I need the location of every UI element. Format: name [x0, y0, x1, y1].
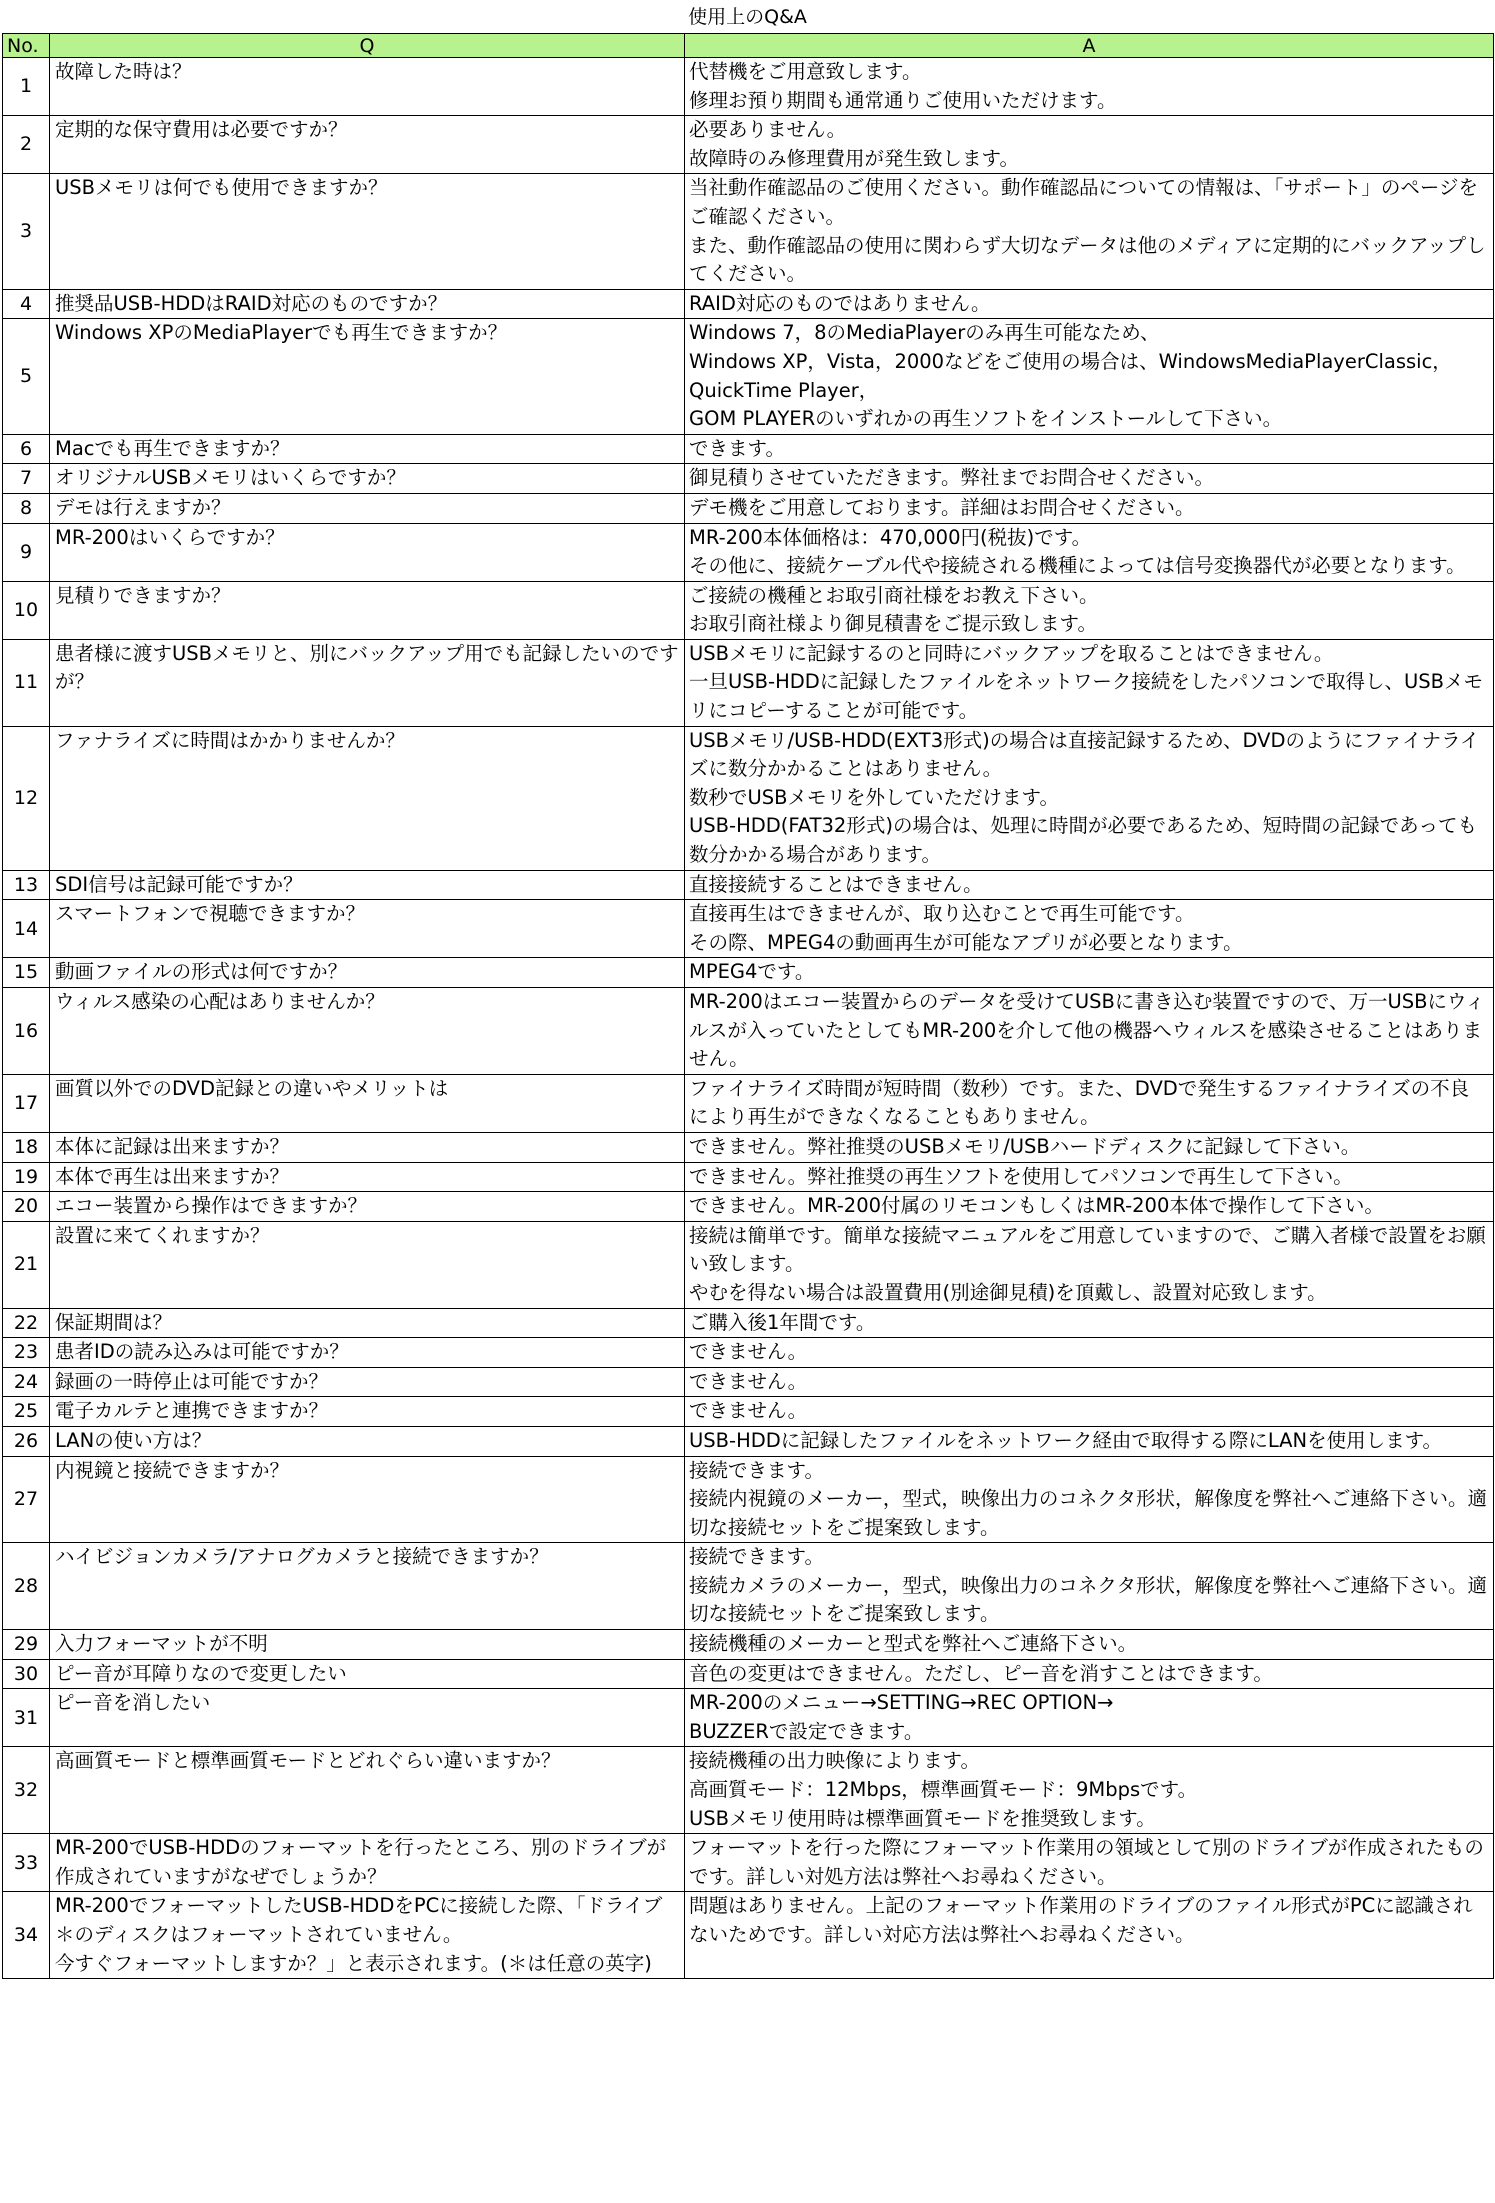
question-cell — [50, 1426, 685, 1456]
answer-text: また、動作確認品の使用に関わらず大切なデータは他のメディアに定期的にバックアップしてください。 — [689, 233, 1486, 286]
answer-text: USBメモリに記録するのと同時にバックアップを取ることはできません。 — [689, 641, 1334, 665]
question-text: Windows XPのMediaPlayerでも再生できますか？ — [55, 321, 508, 345]
row-number: 19 — [3, 1162, 50, 1192]
row-number: 4 — [3, 289, 50, 319]
question-cell — [50, 493, 685, 523]
table-row — [3, 58, 1494, 116]
table-row — [3, 581, 1494, 639]
question-cell — [50, 1689, 685, 1747]
question-cell — [50, 1074, 685, 1132]
answer-cell — [685, 434, 1494, 464]
header-row — [3, 34, 1494, 58]
answer-text: USB-HDDに記録したファイルをネットワーク経由で取得する際にLANを使用します。 — [689, 1428, 1443, 1452]
question-cell — [50, 1747, 685, 1834]
question-cell — [50, 1192, 685, 1222]
answer-cell — [685, 1456, 1494, 1543]
table-row — [3, 523, 1494, 581]
answer-cell — [685, 1367, 1494, 1397]
question-cell — [50, 1338, 685, 1368]
answer-cell — [685, 1074, 1494, 1132]
question-text: ピー音を消したい — [55, 1691, 211, 1715]
row-number: 6 — [3, 434, 50, 464]
row-number: 31 — [3, 1689, 50, 1747]
table-row — [3, 289, 1494, 319]
question-text: 推奨品USB-HDDはRAID対応のものですか？ — [55, 291, 448, 315]
answer-cell — [685, 319, 1494, 434]
answer-text: BUZZERで設定できます。 — [689, 1719, 924, 1743]
question-cell — [50, 1892, 685, 1979]
question-text: MR-200でUSB-HDDのフォーマットを行ったところ、別のドライブが作成されていますがなぜでしょうか？ — [55, 1836, 667, 1888]
answer-cell — [685, 1162, 1494, 1192]
row-number: 1 — [3, 58, 50, 116]
question-text: 録画の一時停止は可能ですか？ — [55, 1369, 329, 1393]
answer-cell — [685, 1338, 1494, 1368]
question-text: 本体に記録は出来ますか？ — [55, 1134, 290, 1158]
answer-cell — [685, 639, 1494, 726]
question-text: 電子カルテと連携できますか？ — [55, 1399, 329, 1423]
table-row — [3, 870, 1494, 900]
question-text: ウィルス感染の心配はありませんか？ — [55, 990, 385, 1013]
answer-text: 数秒でUSBメモリを外していただけます。 — [689, 785, 1059, 809]
row-number: 3 — [3, 174, 50, 289]
answer-text: できません。MR-200付属のリモコンもしくはMR-200本体で操作して下さい。 — [689, 1194, 1384, 1218]
answer-cell — [685, 1630, 1494, 1660]
row-number: 16 — [3, 988, 50, 1075]
answer-text: 接続は簡単です。簡単な接続マニュアルをご用意していますので、ご購入者様で設置をお願い致します。 — [689, 1223, 1486, 1276]
answer-text: やむを得ない場合は設置費用(別途御見積)を頂戴し、設置対応致します。 — [689, 1280, 1327, 1304]
answer-text: Windows XP，Vista，2000などをご使用の場合は、WindowsMediaPlayerClassic，QuickTime Player， — [689, 349, 1452, 402]
answer-text: 音色の変更はできません。ただし、ピー音を消すことはできます。 — [689, 1661, 1273, 1685]
question-cell — [50, 1308, 685, 1338]
answer-cell — [685, 958, 1494, 988]
question-cell — [50, 1456, 685, 1543]
answer-text: RAID対応のものではありません。 — [689, 291, 991, 315]
question-cell — [50, 434, 685, 464]
answer-text: MR-200本体価格は：470,000円(税抜)です。 — [689, 525, 1092, 549]
question-text: 定期的な保守費用は必要ですか？ — [55, 118, 348, 142]
question-text: LANの使い方は？ — [55, 1428, 212, 1452]
question-text: 患者様に渡すUSBメモリと、別にバックアップ用でも記録したいのですが？ — [55, 641, 679, 694]
question-text: 高画質モードと標準画質モードとどれぐらい違いますか？ — [55, 1749, 561, 1773]
row-number: 7 — [3, 464, 50, 494]
answer-text: その際、MPEG4の動画再生が可能なアプリが必要となります。 — [689, 930, 1243, 954]
answer-text: できません。 — [689, 1369, 808, 1393]
table-row — [3, 1630, 1494, 1660]
answer-cell — [685, 726, 1494, 870]
answer-text: その他に、接続ケーブル代や接続される機種によっては信号変換器代が必要となります。 — [689, 554, 1466, 578]
question-text: エコー装置から操作はできますか？ — [55, 1194, 368, 1218]
answer-text: USB-HDD(FAT32形式)の場合は、処理に時間が必要であるため、短時間の記録であっても数分かかる場合があります。 — [689, 814, 1477, 867]
table-row — [3, 116, 1494, 174]
row-number: 34 — [3, 1892, 50, 1979]
question-cell — [50, 870, 685, 900]
answer-text: MR-200のメニュー→SETTING→REC OPTION→ — [689, 1691, 1114, 1715]
answer-cell — [685, 1308, 1494, 1338]
question-cell — [50, 174, 685, 289]
header-q: Q — [50, 34, 685, 58]
answer-cell — [685, 1747, 1494, 1834]
answer-cell — [685, 581, 1494, 639]
question-cell — [50, 988, 685, 1075]
question-text: オリジナルUSBメモリはいくらですか？ — [55, 466, 406, 490]
row-number: 24 — [3, 1367, 50, 1397]
row-number: 18 — [3, 1132, 50, 1162]
row-number: 9 — [3, 523, 50, 581]
row-number: 21 — [3, 1221, 50, 1308]
answer-cell — [685, 174, 1494, 289]
answer-text: 接続できます。 — [689, 1458, 824, 1482]
row-number: 27 — [3, 1456, 50, 1543]
question-text: 入力フォーマットが不明 — [55, 1632, 268, 1656]
table-row — [3, 1892, 1494, 1979]
table-row — [3, 319, 1494, 434]
question-text: スマートフォンで視聴できますか？ — [55, 902, 366, 926]
answer-text: 御見積りさせていただきます。弊社までお問合せください。 — [689, 466, 1214, 490]
question-text: 設置に来てくれますか？ — [55, 1223, 270, 1247]
answer-text: GOM PLAYERのいずれかの再生ソフトをインストールして下さい。 — [689, 407, 1283, 431]
answer-text: 問題はありません。上記のフォーマット作業用のドライブのファイル形式がPCに認識されないためです。詳しい対応方法は弊社へお尋ねください。 — [689, 1894, 1473, 1946]
answer-cell — [685, 900, 1494, 958]
row-number: 12 — [3, 726, 50, 870]
row-number: 2 — [3, 116, 50, 174]
row-number: 8 — [3, 493, 50, 523]
question-cell — [50, 1834, 685, 1892]
table-row — [3, 1689, 1494, 1747]
row-number: 33 — [3, 1834, 50, 1892]
question-text: デモは行えますか？ — [55, 495, 231, 519]
answer-text: できません。 — [689, 1340, 808, 1364]
question-text: 故障した時は？ — [55, 60, 192, 83]
answer-text: 代替機をご用意致します。 — [689, 60, 922, 83]
answer-text: 接続できます。 — [689, 1545, 824, 1569]
question-cell — [50, 319, 685, 434]
answer-cell — [685, 1132, 1494, 1162]
answer-cell — [685, 1543, 1494, 1630]
table-row — [3, 434, 1494, 464]
question-text: Macでも再生できますか？ — [55, 436, 290, 460]
row-number: 15 — [3, 958, 50, 988]
question-cell — [50, 1543, 685, 1630]
row-number: 11 — [3, 639, 50, 726]
answer-text: 一旦USB-HDDに記録したファイルをネットワーク接続をしたパソコンで取得し、USBメモリにコピーすることが可能です。 — [689, 670, 1484, 723]
answer-text: 故障時のみ修理費用が発生致します。 — [689, 146, 1019, 170]
question-cell — [50, 581, 685, 639]
table-row — [3, 639, 1494, 726]
question-text: MR-200でフォーマットしたUSB-HDDをPCに接続した際、「ドライブ＊のディスクはフォーマットされていません。 — [55, 1894, 663, 1946]
question-text: ハイビジョンカメラ/アナログカメラと接続できますか？ — [55, 1545, 549, 1569]
qa-table-body — [3, 58, 1494, 1979]
answer-text: 修理お預り期間も通常通りご使用いただけます。 — [689, 88, 1117, 112]
answer-text: お取引商社様より御見積書をご提示致します。 — [689, 612, 1097, 636]
header-a: A — [685, 34, 1494, 58]
question-text: 見積りできますか？ — [55, 583, 231, 607]
answer-text: MPEG4です。 — [689, 960, 815, 984]
row-number: 14 — [3, 900, 50, 958]
question-text: 画質以外でのDVD記録との違いやメリットは — [55, 1076, 449, 1100]
answer-cell — [685, 493, 1494, 523]
question-cell — [50, 1132, 685, 1162]
answer-text: フォーマットを行った際にフォーマット作業用の領域として別のドライブが作成されたものです。詳しい対処方法は弊社へお尋ねください。 — [689, 1836, 1484, 1888]
answer-text: 当社動作確認品のご使用ください。動作確認品についての情報は、「サポート」のページをご確認ください。 — [689, 176, 1478, 228]
question-text: USBメモリは何でも使用できますか？ — [55, 176, 388, 200]
answer-cell — [685, 1192, 1494, 1222]
table-row — [3, 1308, 1494, 1338]
answer-cell — [685, 1689, 1494, 1747]
table-row — [3, 1132, 1494, 1162]
answer-cell — [685, 1892, 1494, 1979]
answer-text: できません。 — [689, 1399, 808, 1423]
row-number: 28 — [3, 1543, 50, 1630]
question-cell — [50, 1367, 685, 1397]
page-title: 使用上のQ&A — [688, 6, 807, 28]
question-cell — [50, 726, 685, 870]
row-number: 23 — [3, 1338, 50, 1368]
table-row — [3, 174, 1494, 289]
question-text: 保証期間は？ — [55, 1310, 173, 1334]
question-cell — [50, 1162, 685, 1192]
answer-cell — [685, 1221, 1494, 1308]
answer-text: デモ機をご用意しております。詳細はお問合せください。 — [689, 495, 1195, 519]
table-row — [3, 726, 1494, 870]
question-cell — [50, 639, 685, 726]
row-number: 10 — [3, 581, 50, 639]
table-row — [3, 1747, 1494, 1834]
answer-cell — [685, 1659, 1494, 1689]
answer-cell — [685, 289, 1494, 319]
row-number: 22 — [3, 1308, 50, 1338]
row-number: 25 — [3, 1397, 50, 1427]
answer-text: できます。 — [689, 436, 785, 460]
answer-text: できません。弊社推奨の再生ソフトを使用してパソコンで再生して下さい。 — [689, 1164, 1353, 1188]
table-row — [3, 958, 1494, 988]
answer-text: 接続カメラのメーカー，型式，映像出力のコネクタ形状，解像度を弊社へご連絡下さい。適切な接続セットをご提案致します。 — [689, 1573, 1487, 1626]
answer-text: MR-200はエコー装置からのデータを受けてUSBに書き込む装置ですので、万一USBにウィルスが入っていたとしてもMR-200を介して他の機器へウィルスを感染させることはありません。 — [689, 990, 1485, 1071]
answer-cell — [685, 116, 1494, 174]
question-text: 患者IDの読み込みは可能ですか？ — [55, 1340, 349, 1364]
answer-text: USBメモリ/USB-HDD(EXT3形式)の場合は直接記録するため、DVDのようにファイナライズに数分かかることはありません。 — [689, 728, 1480, 781]
table-row — [3, 1221, 1494, 1308]
table-row — [3, 1074, 1494, 1132]
answer-text: ご購入後1年間です。 — [689, 1310, 876, 1334]
row-number: 13 — [3, 870, 50, 900]
answer-cell — [685, 1397, 1494, 1427]
question-cell — [50, 523, 685, 581]
table-row — [3, 1162, 1494, 1192]
answer-cell — [685, 464, 1494, 494]
question-cell — [50, 1397, 685, 1427]
question-cell — [50, 958, 685, 988]
answer-text: USBメモリ使用時は標準画質モードを推奨致します。 — [689, 1806, 1156, 1830]
answer-text: ご接続の機種とお取引商社様をお教え下さい。 — [689, 583, 1099, 607]
question-text: ファナライズに時間はかかりませんか？ — [55, 728, 405, 752]
answer-text: 直接接続することはできません。 — [689, 872, 983, 896]
row-number: 29 — [3, 1630, 50, 1660]
question-text: 動画ファイルの形式は何ですか？ — [55, 960, 348, 984]
answer-cell — [685, 523, 1494, 581]
row-number: 30 — [3, 1659, 50, 1689]
table-row — [3, 900, 1494, 958]
table-row — [3, 1338, 1494, 1368]
question-cell — [50, 1659, 685, 1689]
answer-text: できません。弊社推奨のUSBメモリ/USBハードディスクに記録して下さい。 — [689, 1134, 1361, 1158]
row-number: 17 — [3, 1074, 50, 1132]
answer-text: 高画質モード：12Mbps，標準画質モード：9Mbpsです。 — [689, 1778, 1198, 1802]
table-row — [3, 988, 1494, 1075]
qa-table — [2, 33, 1494, 1979]
question-cell — [50, 900, 685, 958]
table-row — [3, 1834, 1494, 1892]
question-cell — [50, 1630, 685, 1660]
answer-text: 接続機種の出力映像によります。 — [689, 1749, 980, 1773]
table-row — [3, 1426, 1494, 1456]
answer-cell — [685, 1426, 1494, 1456]
question-cell — [50, 116, 685, 174]
table-row — [3, 1456, 1494, 1543]
table-row — [3, 1192, 1494, 1222]
row-number: 32 — [3, 1747, 50, 1834]
question-cell — [50, 464, 685, 494]
answer-cell — [685, 870, 1494, 900]
question-cell — [50, 1221, 685, 1308]
answer-cell — [685, 58, 1494, 116]
question-text: 本体で再生は出来ますか？ — [55, 1164, 290, 1188]
question-cell — [50, 58, 685, 116]
header-no: No. — [3, 34, 50, 58]
answer-text: 必要ありません。 — [689, 118, 847, 142]
answer-text: 直接再生はできませんが、取り込むことで再生可能です。 — [689, 902, 1195, 926]
table-row — [3, 1367, 1494, 1397]
table-row — [3, 464, 1494, 494]
answer-text: 接続機種のメーカーと型式を弊社へご連絡下さい。 — [689, 1632, 1138, 1656]
table-row — [3, 493, 1494, 523]
answer-text: 接続内視鏡のメーカー，型式，映像出力のコネクタ形状，解像度を弊社へご連絡下さい。適切な接続セットをご提案致します。 — [689, 1487, 1487, 1539]
question-text: ピー音が耳障りなので変更したい — [55, 1661, 347, 1685]
question-cell — [50, 289, 685, 319]
question-text: 今すぐフォーマットしますか？」と表示されます。(＊は任意の英字) — [55, 1951, 652, 1975]
table-row — [3, 1397, 1494, 1427]
question-text: MR-200はいくらですか？ — [55, 525, 285, 549]
row-number: 26 — [3, 1426, 50, 1456]
table-row — [3, 1543, 1494, 1630]
question-text: 内視鏡と接続できますか？ — [55, 1458, 290, 1482]
question-text: SDI信号は記録可能ですか？ — [55, 872, 303, 896]
answer-cell — [685, 1834, 1494, 1892]
row-number: 20 — [3, 1192, 50, 1222]
answer-text: Windows 7，8のMediaPlayerのみ再生可能なため、 — [689, 321, 1160, 345]
answer-text: ファイナライズ時間が短時間（数秒）です。また、DVDで発生するファイナライズの不良により再生ができなくなることもありません。 — [689, 1076, 1470, 1129]
answer-cell — [685, 988, 1494, 1075]
row-number: 5 — [3, 319, 50, 434]
table-row — [3, 1659, 1494, 1689]
